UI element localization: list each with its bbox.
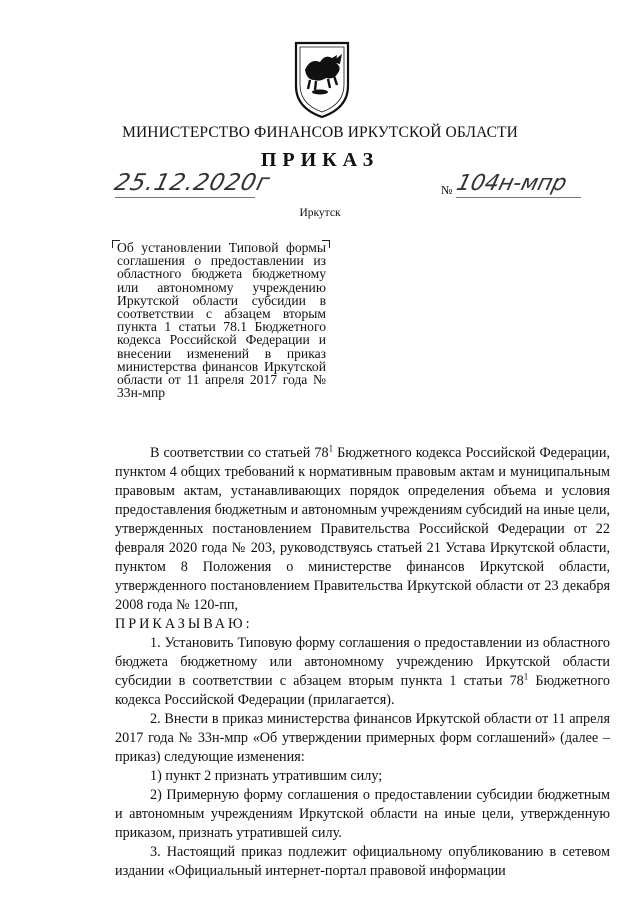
handwritten-number: 104н-мпр — [453, 171, 570, 196]
number-sign: № — [441, 183, 453, 197]
date-underline — [115, 197, 255, 198]
document-type-title: ПРИКАЗ — [260, 149, 380, 171]
preamble-text-start: В соответствии со статьей 78 — [150, 445, 329, 461]
paragraph-preamble — [115, 444, 610, 615]
preamble-superscript: 1 — [328, 443, 334, 454]
city-name: Иркутск — [299, 207, 341, 219]
preamble-text-end: Бюджетного кодекса Российской Федерации, пунктом 4 общих требований к нормативным правовым актам и муниципальным правовым актам, устанавливающих порядок определения объема и условия предоставления бюджетным и автономным учреждениям субсидий на иные цели, утвержденных постановлением Правительства Российской Федерации от 22 февраля 2020 года № 203, руководствуясь статьей 21 Устава Иркутской области, пунктом 8 Положения о министерстве финансов Иркутской области, утвержденного постановлением Правительства Иркутской области от 23 декабря 2008 года № 120-пп, — [115, 445, 610, 613]
paragraph-item-1 — [115, 634, 610, 710]
ministry-name: МИНИСТЕРСТВО ФИНАНСОВ ИРКУТСКОЙ ОБЛАСТИ — [122, 124, 518, 141]
handwritten-date: 25.12.2020г — [111, 170, 274, 196]
paragraph-subitem-1: 1) пункт 2 признать утратившим силу; — [150, 768, 383, 784]
paragraph-item-2: 2. Внести в приказ министерства финансов Иркутской области от 11 апреля 2017 года № 33н-мпр «Об утверждении примерных форм соглашений» (далее – приказ) следующие изменения: — [115, 711, 610, 765]
orders-heading: ПРИКАЗЫВАЮ: — [115, 616, 253, 632]
item-1-text-start: 1. Установить Типовую форму соглашения о предоставлении из областного бюджета бюджетному или автономному учреждению Иркутской области субсидии в соответствии с абзацем вторым пункта 1 статьи 78 — [115, 635, 610, 689]
number-underline — [456, 197, 581, 198]
item-1-text-end: Бюджетного кодекса Российской Федерации (прилагается). — [115, 673, 610, 708]
item-1-superscript: 1 — [523, 671, 529, 682]
document-body — [115, 444, 610, 881]
paragraph-subitem-2: 2) Примерную форму соглашения о предоставлении субсидии бюджетным и автономным учреждениям Иркутской области на иные цели, утвержденную приказом, признать утратившей силу. — [115, 787, 610, 841]
coat-of-arms-icon — [292, 40, 352, 120]
paragraph-item-3: 3. Настоящий приказ подлежит официальному опубликованию в сетевом издании «Официальный интернет-портал правовой информации — [115, 844, 610, 879]
document-subject: Об установлении Типовой формы соглашения о предоставлении из областного бюджета бюджетному или автономному учреждению Иркутской области субсидии в соответствии с абзацем вторым пункта 1 статьи 78.1 Бюджетного кодекса Российской Федерации и внесении изменений в приказ министерства финансов Иркутской области от 11 апреля 2017 года № 33н-мпр — [117, 240, 326, 401]
